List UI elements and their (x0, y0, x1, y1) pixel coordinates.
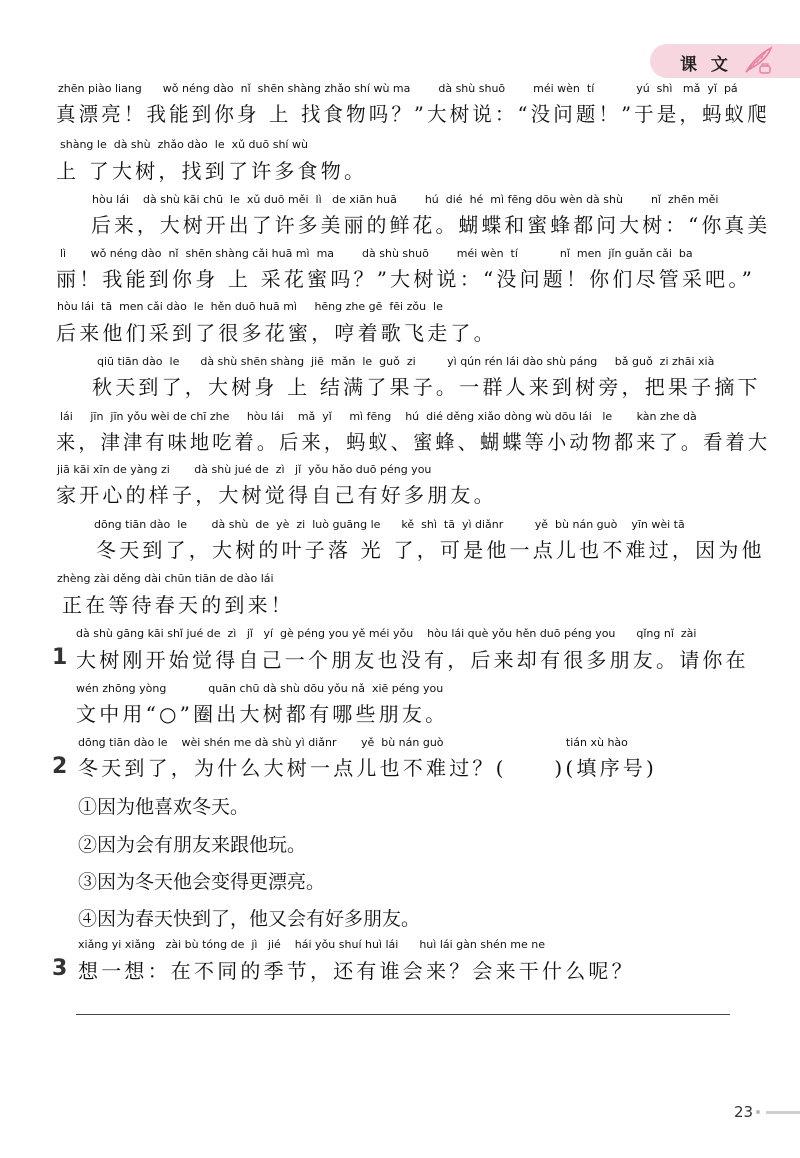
answer-writing-line[interactable] (76, 1014, 730, 1015)
pinyin-line: hòu lái dà shù kāi chū le xǔ duō měi lì de xiān huā hú dié hé mì fēng dōu wèn dà shù nǐ zhēn měi (92, 193, 719, 206)
pinyin-line: dōng tiān dào le wèi shén me dà shù yì diǎnr yě bù nán guò tián xù hào (78, 736, 628, 749)
pinyin-line: jiā kāi xīn de yàng zi dà shù jué de zì jǐ yǒu hǎo duō péng you (57, 463, 432, 476)
pinyin-line: shàng le dà shù zhǎo dào le xǔ duō shí wù (60, 138, 308, 151)
answer-option: ③因为冬天他会变得更漂亮。 (78, 871, 326, 893)
pinyin-line: lì wǒ néng dào nǐ shēn shàng cǎi huā mì ma dà shù shuō méi wèn tí nǐ men jǐn guǎn cǎi ba (60, 247, 693, 260)
text-line: 秋天到了，大树身 上 结满了果子。一群人来到树旁，把果子摘下 (92, 375, 761, 399)
pinyin-line: hòu lái tā men cǎi dào le hěn duō huā mì hēng zhe gē fēi zǒu le (57, 300, 443, 313)
question-number: 3 (52, 956, 68, 981)
answer-option: ②因为会有朋友来跟他玩。 (78, 834, 307, 856)
text-line: 冬天到了，大树的叶子落 光 了，可是他一点儿也不难过，因为他 (96, 538, 765, 562)
question-text: 冬天到了，为什么大树一点儿也不难过？( )(填序号) (78, 756, 657, 780)
section-tab (650, 44, 800, 78)
page-number: 23 (734, 1103, 754, 1121)
text-line: 家开心的样子，大树觉得自己有好多朋友。 (56, 483, 497, 507)
pinyin-line: dōng tiān dào le dà shù de yè zi luò guāng le kě shì tā yì diǎnr yě bù nán guò yīn wèi tā (94, 518, 685, 531)
pinyin-line: zhèng zài děng dài chūn tiān de dào lái (57, 572, 274, 585)
text-line: 丽！我能到你身 上 采花蜜吗？”大树说：“没问题！你们尽管采吧。” (56, 267, 755, 291)
footer-bar (766, 1111, 800, 1114)
text-line: 正在等待春天的到来！ (62, 593, 294, 617)
pinyin-line: qiū tiān dào le dà shù shēn shàng jiē mǎn le guǒ zi yì qún rén lái dào shù páng bǎ guǒ zi zhāi xià (97, 355, 715, 368)
pinyin-line: xiǎng yi xiǎng zài bù tóng de jì jié hái yǒu shuí huì lái huì lái gàn shén me ne (78, 938, 546, 951)
answer-option: ①因为他喜欢冬天。 (78, 796, 250, 818)
pinyin-line: zhēn piào liang wǒ néng dào nǐ shēn shàng zhǎo shí wù ma dà shù shuō méi wèn tí yú shì mǎ yǐ pá (58, 82, 738, 95)
text-line: 来，津津有味地吃着。后来，蚂蚁、蜜蜂、蝴蝶等小动物都来了。看着大 (56, 430, 771, 454)
question-text: 想一想：在不同的季节，还有谁会来？会来干什么呢？ (78, 959, 635, 983)
quill-inkpot-icon (738, 46, 774, 76)
text-line: 上 了大树，找到了许多食物。 (56, 159, 368, 183)
pinyin-line: dà shù gāng kāi shǐ jué de zì jǐ yí gè péng you yě méi yǒu hòu lái què yǒu hěn duō péng you qǐng nǐ zài (76, 627, 697, 640)
question-number: 2 (52, 754, 68, 779)
text-line: 后来他们采到了很多花蜜，哼着歌飞走了。 (56, 321, 497, 345)
pinyin-line: wén zhōng yòng quān chū dà shù dōu yǒu nǎ xiē péng you (76, 682, 444, 695)
text-line: 真漂亮！我能到你身 上 找食物吗？”大树说：“没问题！”于是，蚂蚁爬 (56, 102, 770, 126)
question-number: 1 (52, 645, 68, 670)
answer-option: ④因为春天快到了，他又会有好多朋友。 (78, 908, 421, 930)
question-text: 大树刚开始觉得自己一个朋友也没有，后来却有很多朋友。请你在 (76, 648, 749, 672)
text-line: 后来，大树开出了许多美丽的鲜花。蝴蝶和蜜蜂都问大树：“你真美 (91, 213, 771, 237)
pinyin-line: lái jīn jīn yǒu wèi de chī zhe hòu lái mǎ yǐ mì fēng hú dié děng xiǎo dòng wù dōu lái le kàn zhe dà (60, 410, 697, 423)
question-text: 文中用“○”圈出大树都有哪些朋友。 (76, 702, 449, 726)
footer-dot (756, 1110, 760, 1114)
section-label: 课 文 (680, 55, 732, 75)
